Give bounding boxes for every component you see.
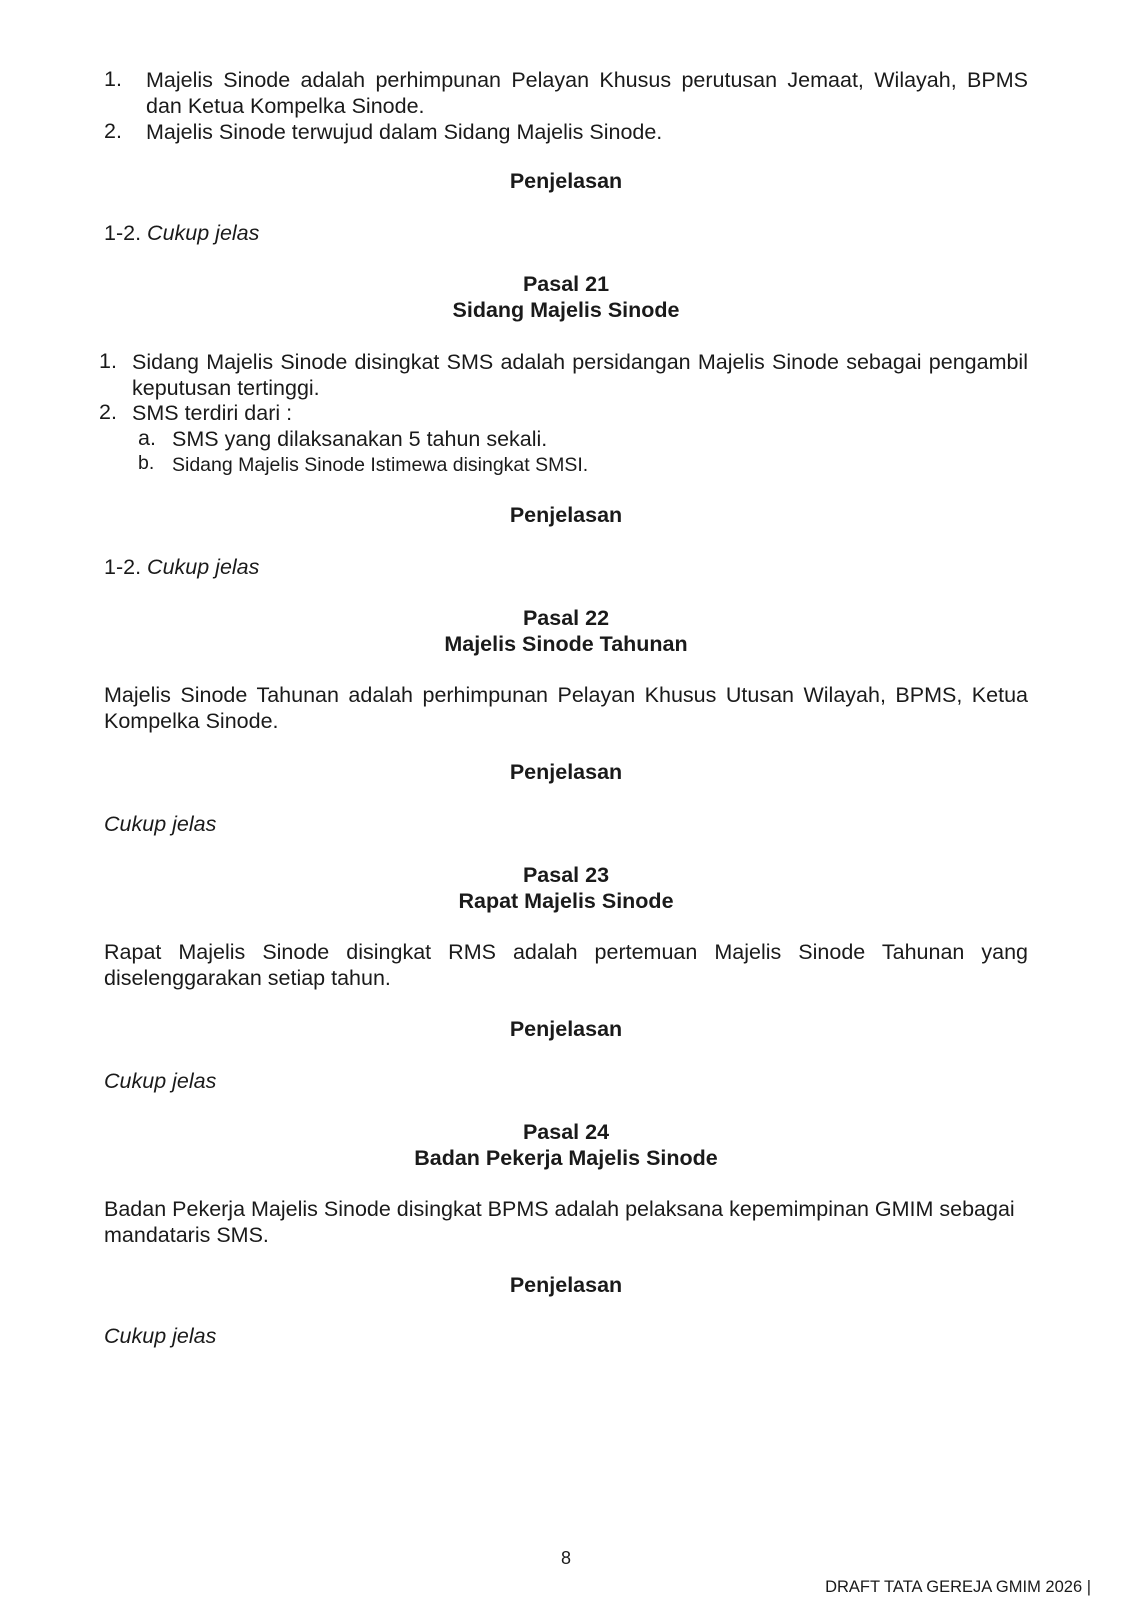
pasal-number: Pasal 24 [522, 1120, 610, 1144]
list-item: Majelis Sinode adalah perhimpunan Pelayan Khusus perutusan Jemaat, Wilayah, BPMS dan Ketua Kompelka Sinode. [146, 68, 1028, 118]
sublist-item: Sidang Majelis Sinode Istimewa disingkat SMSI. [172, 454, 589, 476]
pasal-number: Pasal 21 [522, 272, 610, 296]
pasal-body: Badan Pekerja Majelis Sinode disingkat BPMS adalah pelaksana kepemimpinan GMIM sebagai mandataris SMS. [104, 1197, 1015, 1247]
explanation-heading: Penjelasan [509, 169, 623, 193]
pasal-title: Rapat Majelis Sinode [458, 889, 674, 913]
explanation-text [104, 554, 1028, 580]
pasal-title: Sidang Majelis Sinode [452, 298, 680, 322]
explanation-heading: Penjelasan [509, 503, 623, 527]
explanation-body: Cukup jelas [147, 221, 260, 245]
pasal-number: Pasal 23 [522, 863, 610, 887]
list-item: Sidang Majelis Sinode disingkat SMS adalah persidangan Majelis Sinode sebagai pengambil keputusan tertinggi. [132, 350, 1028, 400]
page-number: 8 [560, 1548, 571, 1568]
pasal-body: Rapat Majelis Sinode disingkat RMS adalah pertemuan Majelis Sinode Tahunan yang diselenggarakan setiap tahun. [104, 940, 1028, 990]
pasal-body: Majelis Sinode Tahunan adalah perhimpunan Pelayan Khusus Utusan Wilayah, BPMS, Ketua Kompelka Sinode. [104, 683, 1028, 733]
explanation-prefix: 1-2. [104, 221, 142, 245]
explanation-heading: Penjelasan [509, 1017, 623, 1041]
list-item-number: 1. [99, 349, 117, 373]
list-item-number: 2. [99, 400, 117, 424]
pasal-number: Pasal 22 [522, 606, 610, 630]
sublist-item-letter: b. [138, 452, 155, 474]
explanation-body: Cukup jelas [104, 1324, 217, 1348]
pasal-title: Badan Pekerja Majelis Sinode [414, 1146, 718, 1170]
explanation-text [104, 220, 1028, 246]
explanation-heading: Penjelasan [509, 1273, 623, 1297]
list-item: SMS terdiri dari : [132, 401, 293, 425]
explanation-prefix: 1-2. [104, 555, 142, 579]
sublist-item: SMS yang dilaksanakan 5 tahun sekali. [172, 427, 548, 451]
footer-document-title: DRAFT TATA GEREJA GMIM 2026 | [825, 1578, 1091, 1596]
sublist-item-letter: a. [138, 426, 156, 450]
explanation-heading: Penjelasan [509, 760, 623, 784]
list-item: Majelis Sinode terwujud dalam Sidang Majelis Sinode. [146, 120, 663, 144]
explanation-body: Cukup jelas [104, 812, 217, 836]
list-item-number: 2. [104, 119, 122, 143]
pasal-title: Majelis Sinode Tahunan [444, 632, 688, 656]
explanation-body: Cukup jelas [104, 1069, 217, 1093]
explanation-body: Cukup jelas [147, 555, 260, 579]
list-item-number: 1. [104, 67, 122, 91]
